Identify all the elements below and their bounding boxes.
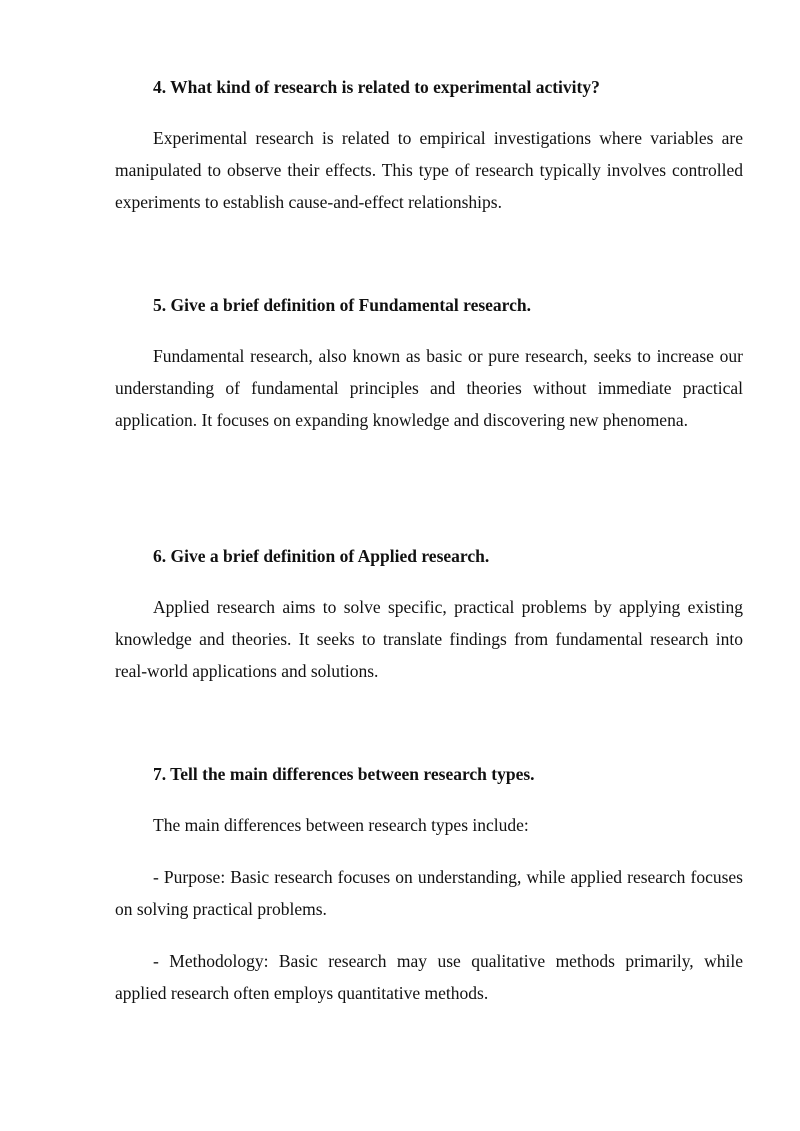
section-7 bbox=[115, 758, 743, 790]
answer-paragraph: - Methodology: Basic research may use qualitative methods primarily, while applied research often employs quantitative methods. bbox=[115, 951, 743, 1003]
question-heading: 6. Give a brief definition of Applied research. bbox=[153, 546, 490, 566]
answer-paragraph: The main differences between research types include: bbox=[153, 815, 529, 835]
question-heading: 5. Give a brief definition of Fundamental research. bbox=[153, 295, 532, 315]
question-heading: 4. What kind of research is related to experimental activity? bbox=[153, 77, 600, 97]
section-4 bbox=[115, 71, 743, 103]
section-7-purpose bbox=[115, 861, 743, 925]
section-7-intro bbox=[115, 809, 743, 841]
answer-paragraph: Applied research aims to solve specific, practical problems by applying existing knowledge and theories. It seeks to translate findings from fundamental research into real-world applications and solutions. bbox=[115, 597, 743, 681]
section-4-answer bbox=[115, 122, 743, 218]
answer-paragraph: Fundamental research, also known as basic or pure research, seeks to increase our understanding of fundamental principles and theories without immediate practical application. It focuses on expanding knowledge and discovering new phenomena. bbox=[115, 346, 743, 430]
section-5 bbox=[115, 289, 743, 321]
answer-paragraph: Experimental research is related to empirical investigations where variables are manipulated to observe their effects. This type of research typically involves controlled experiments to establish cause-and-effect relationships. bbox=[115, 128, 743, 212]
answer-paragraph: - Purpose: Basic research focuses on understanding, while applied research focuses on solving practical problems. bbox=[115, 867, 743, 919]
section-6-answer bbox=[115, 591, 743, 687]
section-7-methodology bbox=[115, 945, 743, 1009]
section-5-answer bbox=[115, 340, 743, 436]
question-heading: 7. Tell the main differences between research types. bbox=[153, 764, 535, 784]
section-6 bbox=[115, 540, 743, 572]
